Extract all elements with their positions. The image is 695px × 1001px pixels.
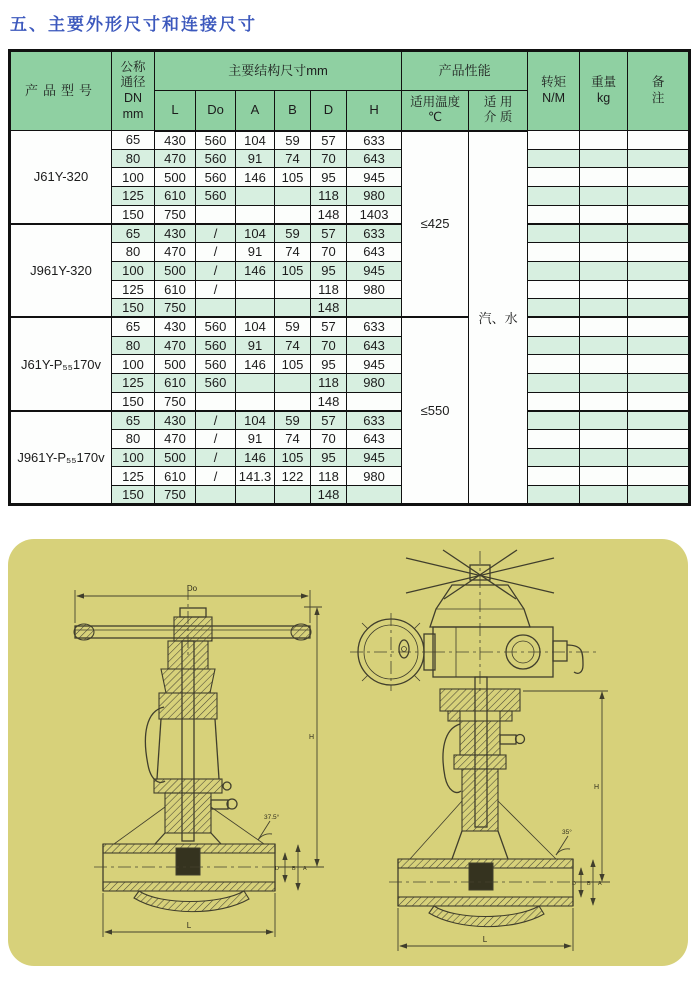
dim-D-cell: 148 [311, 299, 347, 318]
dim-H-cell: 980 [347, 467, 402, 486]
dim-D-cell: 57 [311, 411, 347, 430]
dim-L-cell: 430 [155, 411, 196, 430]
remark-cell [628, 392, 690, 411]
header-dim-D: D [311, 91, 347, 131]
model-cell: J961Y-P₅₅170v [10, 411, 112, 504]
dim-L-cell: 470 [155, 243, 196, 262]
dim-Do-cell: / [196, 280, 236, 299]
valve-drawings [8, 539, 688, 966]
torque-cell [528, 486, 580, 505]
dim-L-cell: 470 [155, 149, 196, 168]
dim-L-cell: 750 [155, 205, 196, 224]
dim-B-cell [275, 373, 311, 392]
dim-H-cell: 643 [347, 336, 402, 355]
dim-Do-cell: / [196, 224, 236, 243]
dim-H-cell: 945 [347, 168, 402, 187]
table-row [10, 149, 690, 168]
dn-cell: 100 [112, 261, 155, 280]
dim-D-cell: 118 [311, 373, 347, 392]
electric-valve-drawing [350, 550, 610, 951]
dim-B-cell: 59 [275, 131, 311, 150]
torque-cell [528, 373, 580, 392]
header-dn-line: mm [122, 106, 144, 121]
dn-cell: 65 [112, 317, 155, 336]
header-medium-line: 介 质 [483, 110, 513, 125]
dim-B-cell: 105 [275, 355, 311, 374]
dim-H-cell: 643 [347, 243, 402, 262]
weight-cell [580, 280, 628, 299]
remark-cell [628, 131, 690, 150]
dim-D-cell: 70 [311, 336, 347, 355]
dim-A-cell: 91 [236, 243, 275, 262]
torque-cell [528, 299, 580, 318]
table-row [10, 486, 690, 505]
dim-Do-cell: 560 [196, 187, 236, 206]
dim-Do-cell: 560 [196, 168, 236, 187]
dim-D-cell: 70 [311, 243, 347, 262]
dim-L-cell: 750 [155, 392, 196, 411]
dim-B-cell: 105 [275, 448, 311, 467]
torque-cell [528, 411, 580, 430]
torque-cell [528, 205, 580, 224]
dim-L-cell: 430 [155, 317, 196, 336]
dn-cell: 65 [112, 411, 155, 430]
dim-H-cell: 945 [347, 355, 402, 374]
port-label-A: A [598, 880, 602, 887]
dim-A-cell [236, 392, 275, 411]
dim-label-H: H [308, 733, 314, 741]
dim-D-cell: 95 [311, 261, 347, 280]
header-dim-H: H [347, 91, 402, 131]
weight-cell [580, 299, 628, 318]
dim-D-cell: 148 [311, 486, 347, 505]
torque-cell [528, 355, 580, 374]
table-row [10, 467, 690, 486]
dim-A-cell: 91 [236, 336, 275, 355]
dim-Do-cell [196, 486, 236, 505]
remark-cell [628, 205, 690, 224]
table-row [10, 224, 690, 243]
dim-A-cell: 146 [236, 261, 275, 280]
dim-Do-cell: 560 [196, 355, 236, 374]
dn-cell: 150 [112, 205, 155, 224]
remark-cell [628, 467, 690, 486]
dim-label-Do: Do [186, 583, 198, 593]
dim-A-cell: 104 [236, 131, 275, 150]
dim-H-cell: 633 [347, 411, 402, 430]
table-row [10, 373, 690, 392]
table-row [10, 205, 690, 224]
dim-L-cell: 610 [155, 187, 196, 206]
dim-D-cell: 95 [311, 168, 347, 187]
weight-cell [580, 411, 628, 430]
remark-cell [628, 261, 690, 280]
dim-L-cell: 470 [155, 336, 196, 355]
dn-cell: 100 [112, 168, 155, 187]
dim-Do-cell: / [196, 430, 236, 449]
dim-L-cell: 750 [155, 486, 196, 505]
dim-Do-cell: / [196, 467, 236, 486]
dim-Do-cell [196, 205, 236, 224]
dim-H-cell: 633 [347, 224, 402, 243]
remark-cell [628, 168, 690, 187]
weight-cell [580, 261, 628, 280]
dim-A-cell [236, 486, 275, 505]
weight-cell [580, 168, 628, 187]
table-row [10, 336, 690, 355]
header-structural-dims: 主要结构尺寸mm [155, 51, 402, 91]
torque-cell [528, 280, 580, 299]
dim-H-cell: 945 [347, 448, 402, 467]
dim-H-cell: 980 [347, 280, 402, 299]
dim-D-cell: 57 [311, 224, 347, 243]
remark-cell [628, 411, 690, 430]
weight-cell [580, 448, 628, 467]
dim-A-cell [236, 280, 275, 299]
dim-A-cell [236, 187, 275, 206]
dim-A-cell [236, 205, 275, 224]
dim-B-cell: 59 [275, 224, 311, 243]
table-row [10, 280, 690, 299]
weight-cell [580, 205, 628, 224]
dn-cell: 125 [112, 280, 155, 299]
weight-cell [580, 486, 628, 505]
torque-cell [528, 467, 580, 486]
dim-D-cell: 70 [311, 430, 347, 449]
dim-D-cell: 95 [311, 355, 347, 374]
dim-H-cell: 980 [347, 187, 402, 206]
remark-cell [628, 355, 690, 374]
table-row [10, 355, 690, 374]
dim-Do-cell [196, 392, 236, 411]
dim-label-H: H [593, 783, 599, 791]
table-row [10, 243, 690, 262]
header-remark-line: 备 [651, 75, 665, 90]
header-remark [628, 51, 690, 131]
table-row [10, 131, 690, 150]
dim-label-L: L [186, 920, 192, 930]
torque-cell [528, 131, 580, 150]
table-row [10, 411, 690, 430]
table-row [10, 448, 690, 467]
dim-Do-cell: 560 [196, 131, 236, 150]
dim-B-cell: 59 [275, 411, 311, 430]
header-temperature [402, 91, 469, 131]
table-row [10, 317, 690, 336]
dim-L-cell: 750 [155, 299, 196, 318]
port-label-B: B [292, 865, 296, 872]
weight-cell [580, 430, 628, 449]
dim-H-cell: 643 [347, 430, 402, 449]
model-cell: J961Y-320 [10, 224, 112, 317]
dn-cell: 65 [112, 131, 155, 150]
dim-B-cell: 74 [275, 430, 311, 449]
dim-L-cell: 470 [155, 430, 196, 449]
table-row [10, 168, 690, 187]
dn-cell: 125 [112, 187, 155, 206]
header-model: 产品型号 [10, 51, 112, 131]
header-medium [469, 91, 528, 131]
dim-L-cell: 500 [155, 261, 196, 280]
torque-cell [528, 430, 580, 449]
angle-label: 35° [562, 828, 572, 836]
weight-cell [580, 467, 628, 486]
dim-B-cell [275, 280, 311, 299]
dim-B-cell [275, 187, 311, 206]
table-row [10, 392, 690, 411]
dim-L-cell: 610 [155, 280, 196, 299]
dim-L-cell: 500 [155, 355, 196, 374]
header-dn-line: 通径 [120, 75, 146, 90]
dim-H-cell: 633 [347, 131, 402, 150]
weight-cell [580, 243, 628, 262]
dn-cell: 100 [112, 448, 155, 467]
port-label-D: D [275, 865, 279, 872]
header-dn-line: 公称 [120, 59, 146, 74]
torque-cell [528, 336, 580, 355]
weight-cell [580, 355, 628, 374]
temperature-cell: ≤550 [402, 317, 469, 504]
dim-Do-cell: / [196, 448, 236, 467]
dim-L-cell: 610 [155, 467, 196, 486]
remark-cell [628, 299, 690, 318]
torque-cell [528, 317, 580, 336]
manual-valve-drawing [74, 584, 324, 937]
port-label-A: A [303, 865, 307, 872]
dim-H-cell [347, 392, 402, 411]
dim-A-cell: 104 [236, 317, 275, 336]
dim-D-cell: 70 [311, 149, 347, 168]
table-row [10, 430, 690, 449]
dim-A-cell: 104 [236, 224, 275, 243]
torque-cell [528, 149, 580, 168]
dim-B-cell: 105 [275, 261, 311, 280]
dim-D-cell: 95 [311, 448, 347, 467]
header-temp-line: ℃ [428, 110, 443, 125]
dim-label-L: L [482, 934, 488, 944]
table-body [10, 131, 690, 505]
dim-Do-cell: / [196, 411, 236, 430]
remark-cell [628, 317, 690, 336]
port-label-D: D [572, 880, 576, 887]
dim-A-cell [236, 373, 275, 392]
header-remark-line: 注 [651, 91, 665, 105]
dim-D-cell: 118 [311, 467, 347, 486]
dim-H-cell [347, 299, 402, 318]
header-dim-L: L [155, 91, 196, 131]
dim-D-cell: 57 [311, 131, 347, 150]
dim-H-cell [347, 486, 402, 505]
dim-B-cell: 74 [275, 149, 311, 168]
dim-A-cell: 104 [236, 411, 275, 430]
dim-D-cell: 57 [311, 317, 347, 336]
dim-L-cell: 430 [155, 224, 196, 243]
dim-B-cell [275, 486, 311, 505]
remark-cell [628, 280, 690, 299]
dim-B-cell: 122 [275, 467, 311, 486]
dim-H-cell: 980 [347, 373, 402, 392]
remark-cell [628, 486, 690, 505]
port-label-B: B [587, 880, 591, 887]
dim-D-cell: 148 [311, 205, 347, 224]
header-weight-line: 重量 [591, 75, 617, 90]
torque-cell [528, 168, 580, 187]
torque-cell [528, 243, 580, 262]
table-row [10, 299, 690, 318]
dim-D-cell: 118 [311, 280, 347, 299]
weight-cell [580, 373, 628, 392]
dim-A-cell: 141.3 [236, 467, 275, 486]
header-dn-line: DN [123, 91, 143, 105]
header-dim-A: A [236, 91, 275, 131]
dn-cell: 150 [112, 299, 155, 318]
header-dim-B: B [275, 91, 311, 131]
dim-A-cell: 146 [236, 168, 275, 187]
weight-cell [580, 392, 628, 411]
remark-cell [628, 187, 690, 206]
dim-A-cell: 146 [236, 448, 275, 467]
dn-cell: 125 [112, 373, 155, 392]
model-cell: J61Y-320 [10, 131, 112, 224]
dim-H-cell: 945 [347, 261, 402, 280]
table-row [10, 187, 690, 206]
remark-cell [628, 373, 690, 392]
model-cell: J61Y-P₅₅170v [10, 317, 112, 410]
dim-A-cell: 91 [236, 149, 275, 168]
table-header [10, 51, 690, 131]
header-dim-Do: Do [196, 91, 236, 131]
header-dn [112, 51, 155, 131]
remark-cell [628, 336, 690, 355]
dim-Do-cell: 560 [196, 317, 236, 336]
torque-cell [528, 392, 580, 411]
dim-D-cell: 118 [311, 187, 347, 206]
dim-A-cell: 146 [236, 355, 275, 374]
dim-B-cell: 105 [275, 168, 311, 187]
dim-B-cell [275, 299, 311, 318]
remark-cell [628, 430, 690, 449]
dim-A-cell [236, 299, 275, 318]
header-temp-line: 适用温度 [410, 94, 461, 109]
weight-cell [580, 336, 628, 355]
dim-D-cell: 148 [311, 392, 347, 411]
header-performance: 产品性能 [402, 51, 528, 91]
dim-Do-cell: / [196, 261, 236, 280]
dim-Do-cell [196, 299, 236, 318]
weight-cell [580, 149, 628, 168]
dim-B-cell: 59 [275, 317, 311, 336]
valve-drawings-panel [8, 539, 688, 966]
dn-cell: 80 [112, 243, 155, 262]
remark-cell [628, 243, 690, 262]
header-torque-line: 转矩 [541, 75, 567, 90]
dim-Do-cell: 560 [196, 336, 236, 355]
dim-L-cell: 500 [155, 448, 196, 467]
torque-cell [528, 187, 580, 206]
dim-H-cell: 643 [347, 149, 402, 168]
angle-label: 37.5° [264, 813, 280, 821]
dim-H-cell: 1403 [347, 205, 402, 224]
dn-cell: 80 [112, 430, 155, 449]
page-title: 五、主要外形尺寸和连接尺寸 [10, 15, 257, 34]
header-medium-line: 适 用 [483, 94, 513, 109]
dim-H-cell: 633 [347, 317, 402, 336]
torque-cell [528, 261, 580, 280]
temperature-cell: ≤425 [402, 131, 469, 318]
dim-A-cell: 91 [236, 430, 275, 449]
dim-B-cell [275, 392, 311, 411]
dn-cell: 150 [112, 486, 155, 505]
header-torque-line: N/M [542, 91, 566, 105]
dim-B-cell: 74 [275, 243, 311, 262]
weight-cell [580, 224, 628, 243]
dn-cell: 80 [112, 336, 155, 355]
weight-cell [580, 131, 628, 150]
remark-cell [628, 149, 690, 168]
dim-L-cell: 610 [155, 373, 196, 392]
dimensions-table [8, 49, 691, 506]
dim-L-cell: 430 [155, 131, 196, 150]
dim-Do-cell: / [196, 243, 236, 262]
table-row [10, 261, 690, 280]
dim-Do-cell: 560 [196, 373, 236, 392]
dim-B-cell [275, 205, 311, 224]
dn-cell: 65 [112, 224, 155, 243]
medium-cell: 汽、水 [469, 131, 528, 505]
weight-cell [580, 187, 628, 206]
torque-cell [528, 448, 580, 467]
header-weight [580, 51, 628, 131]
header-weight-line: kg [596, 91, 611, 105]
dn-cell: 80 [112, 149, 155, 168]
dn-cell: 150 [112, 392, 155, 411]
header-torque [528, 51, 580, 131]
dim-Do-cell: 560 [196, 149, 236, 168]
remark-cell [628, 224, 690, 243]
dim-L-cell: 500 [155, 168, 196, 187]
remark-cell [628, 448, 690, 467]
dn-cell: 100 [112, 355, 155, 374]
dn-cell: 125 [112, 467, 155, 486]
dim-B-cell: 74 [275, 336, 311, 355]
weight-cell [580, 317, 628, 336]
torque-cell [528, 224, 580, 243]
